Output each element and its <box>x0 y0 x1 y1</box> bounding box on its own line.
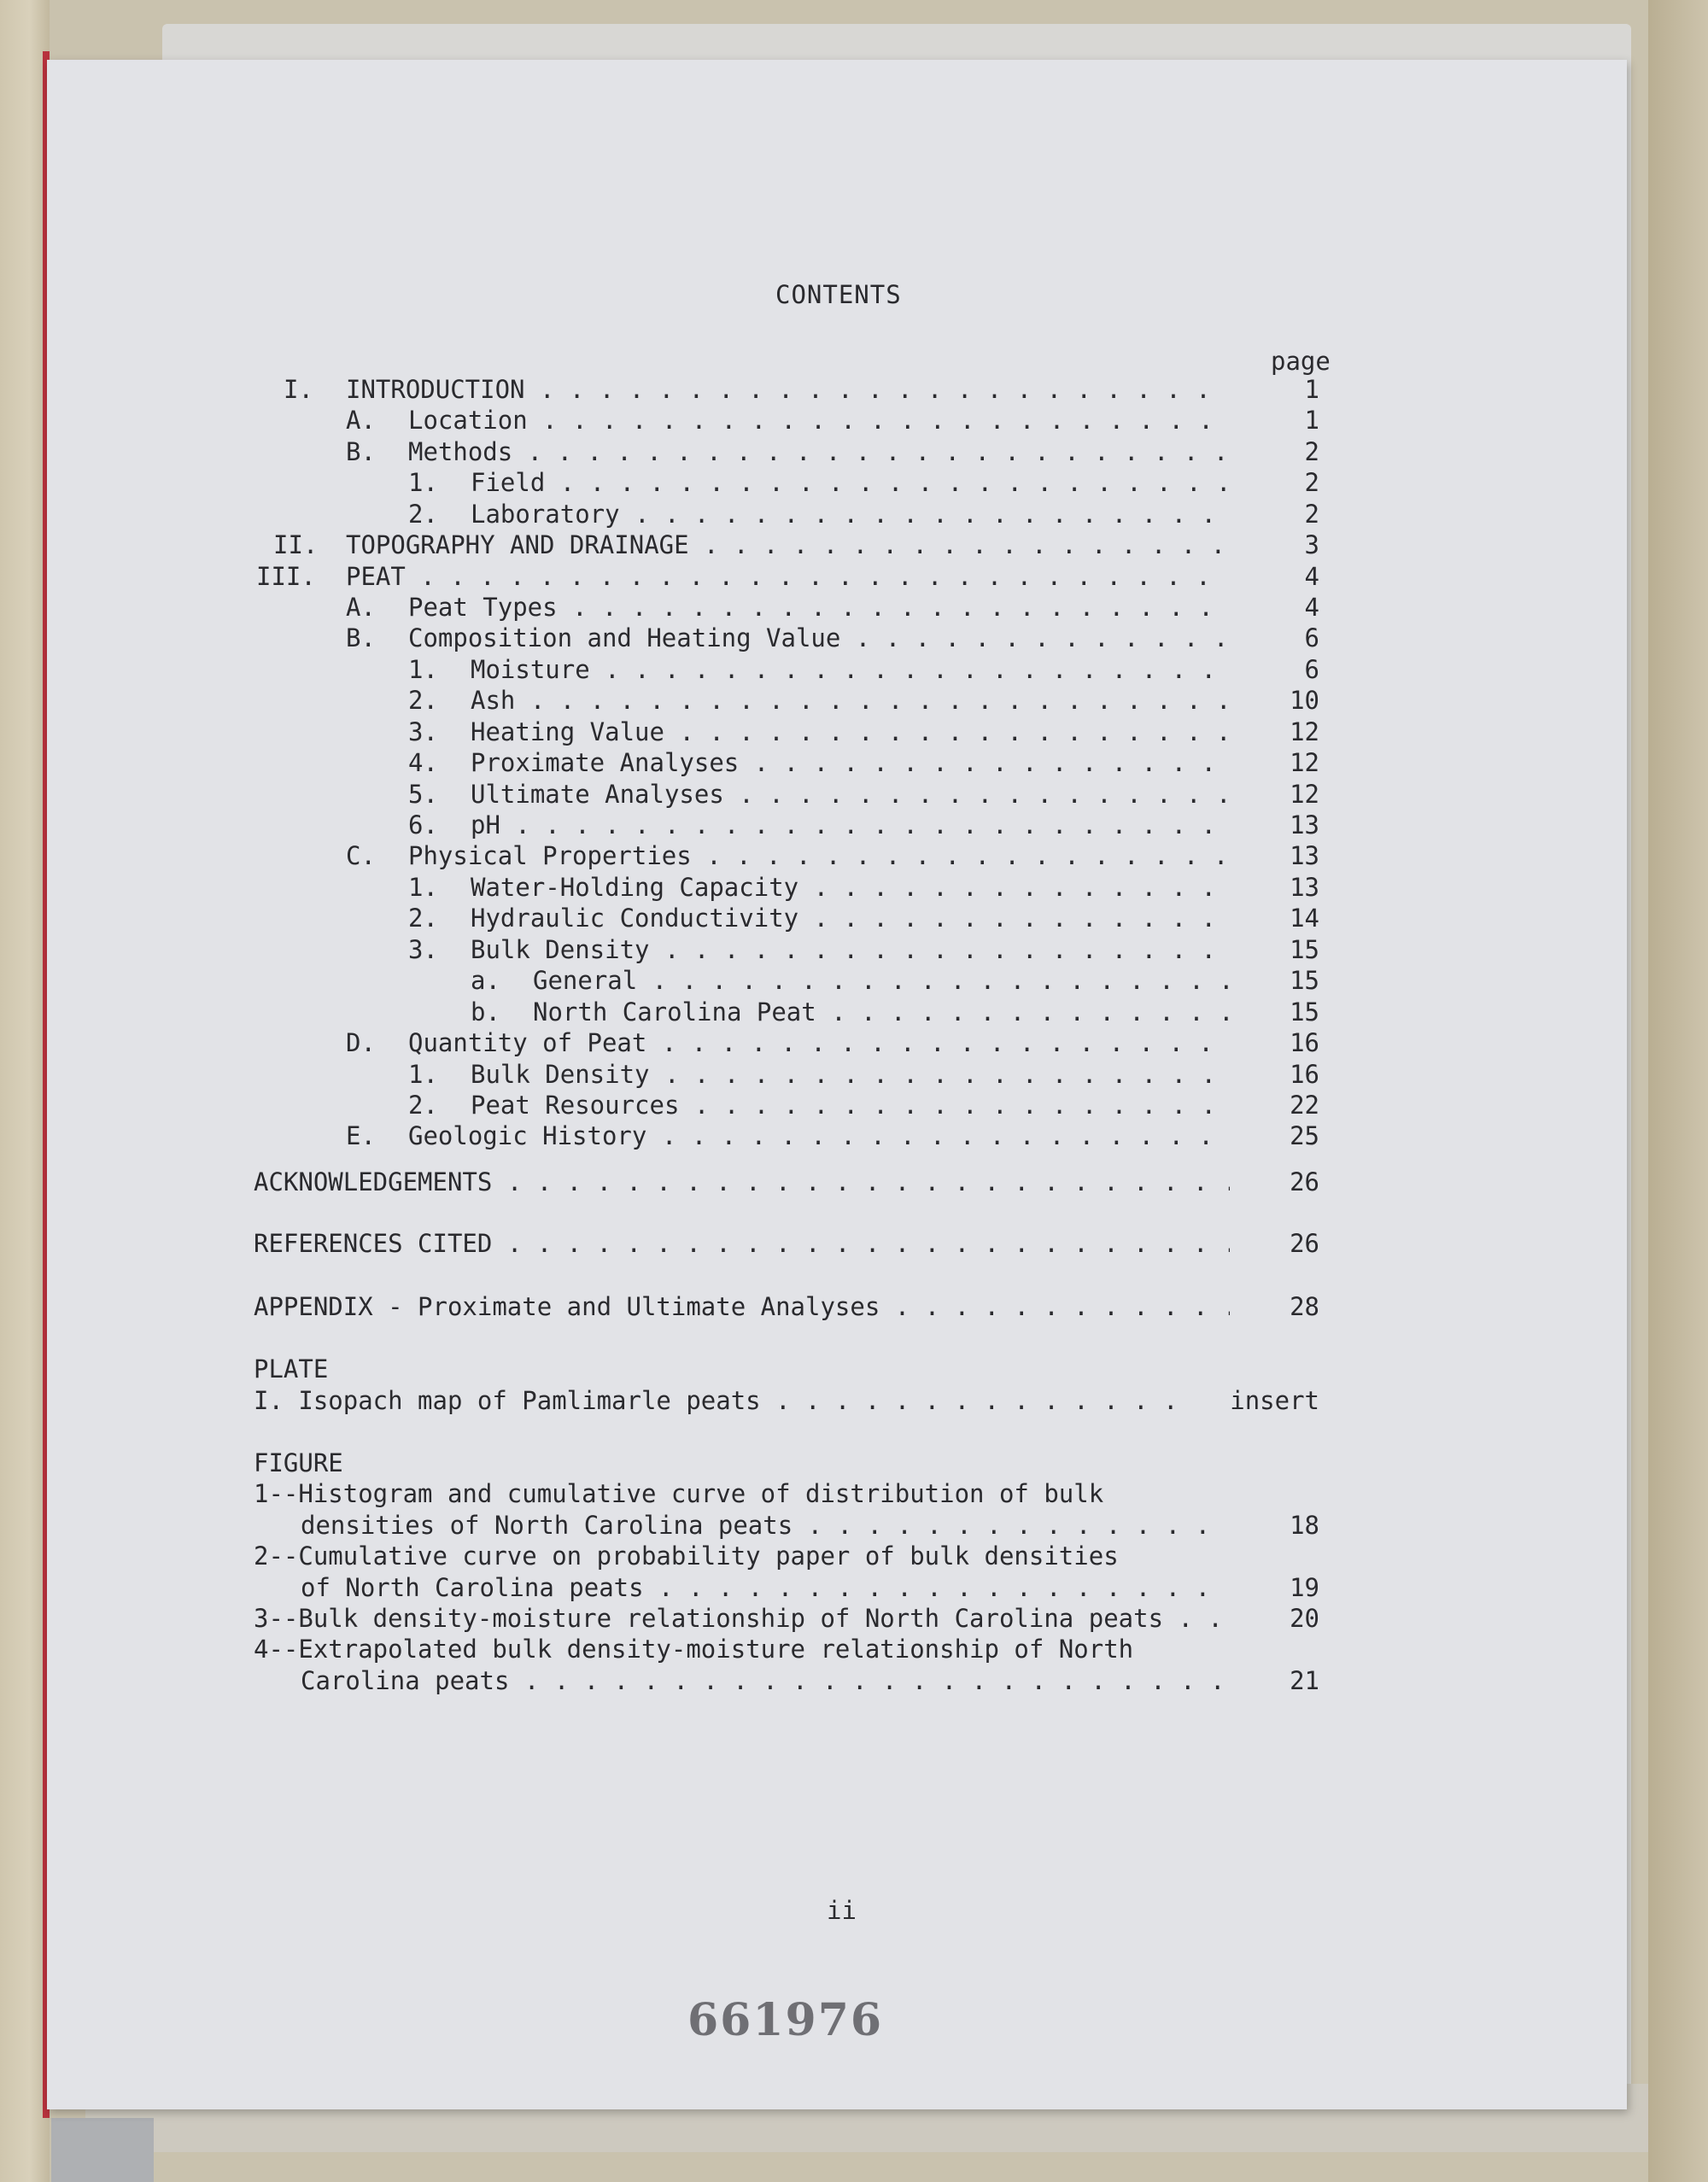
toc-title: Bulk Density . . . <box>471 933 1230 967</box>
toc-page: 18 <box>1290 1511 1319 1540</box>
toc-entry <box>0 1290 1708 1324</box>
toc-entry <box>0 1026 1708 1060</box>
toc-number: 2. <box>408 1091 438 1120</box>
toc-entry <box>0 839 1708 873</box>
toc-entry <box>0 1383 1708 1418</box>
toc-title: Bulk Density . . . <box>471 1057 1230 1091</box>
toc-entry <box>0 933 1708 967</box>
toc-title: Moisture . . . <box>471 652 1230 687</box>
toc-title: INTRODUCTION . . . <box>346 372 1230 407</box>
toc-number: 1. <box>408 655 438 684</box>
toc-entry <box>0 1057 1708 1091</box>
toc-number: 3. <box>408 935 438 964</box>
toc-title: APPENDIX - Proximate and Ultimate Analyses . . . <box>254 1290 1230 1324</box>
toc-number: 1. <box>408 468 438 497</box>
figure-caption-line: 2--Cumulative curve on probability paper of bulk densities <box>254 1541 1119 1571</box>
toc-entry <box>0 497 1708 531</box>
toc-page: 10 <box>1290 686 1319 715</box>
page-title: CONTENTS <box>775 280 902 309</box>
toc-number: a. <box>471 966 500 995</box>
toc-entry <box>0 1119 1708 1153</box>
toc-title: TOPOGRAPHY AND DRAINAGE . . . <box>346 528 1230 562</box>
toc-entry <box>0 590 1708 624</box>
binding-tape <box>51 2118 154 2182</box>
toc-entry <box>0 372 1708 407</box>
toc-page: 14 <box>1290 904 1319 933</box>
toc-title: Proximate Analyses . . . <box>471 746 1230 780</box>
toc-title: pH . . . <box>471 808 1230 842</box>
toc-number: 1. <box>408 873 438 902</box>
toc-title: Heating Value . . . <box>471 715 1230 749</box>
figure-caption-line: 4--Extrapolated bulk density-moisture relationship of North <box>254 1635 1134 1664</box>
toc-page: 12 <box>1290 748 1319 777</box>
toc-page: 15 <box>1290 935 1319 964</box>
toc-title: North Carolina Peat . . . <box>533 995 1230 1029</box>
toc-page: 1 <box>1304 406 1319 435</box>
page-number: ii <box>827 1896 857 1925</box>
toc-entry <box>0 621 1708 655</box>
toc-entry <box>0 652 1708 687</box>
toc-page: 16 <box>1290 1060 1319 1089</box>
toc-title: General . . . <box>533 963 1230 997</box>
toc-title: Methods . . . <box>408 435 1230 469</box>
toc-entry <box>0 1571 1708 1605</box>
toc-entry <box>0 901 1708 935</box>
toc-page: 26 <box>1290 1167 1319 1196</box>
toc-page: 6 <box>1304 623 1319 652</box>
toc-title: ACKNOWLEDGEMENTS . . . <box>254 1165 1230 1199</box>
toc-number: 2. <box>408 500 438 529</box>
toc-entry <box>0 683 1708 717</box>
toc-title: Ultimate Analyses . . . <box>471 777 1230 811</box>
toc-number: 1. <box>408 1060 438 1089</box>
toc-number: 2. <box>408 904 438 933</box>
toc-title: Laboratory . . . <box>471 497 1230 531</box>
toc-number: I. <box>284 375 313 404</box>
toc-page: 25 <box>1290 1121 1319 1150</box>
toc-title: Peat Resources . . . <box>471 1088 1230 1122</box>
toc-entry <box>0 528 1708 562</box>
toc-entry <box>0 715 1708 749</box>
page-column-label: page <box>1271 347 1331 376</box>
toc-page: 4 <box>1304 562 1319 591</box>
toc-title: Physical Properties . . . <box>408 839 1230 873</box>
toc-page: 20 <box>1290 1604 1319 1633</box>
toc-page: 13 <box>1290 810 1319 839</box>
toc-title: densities of North Carolina peats . . . <box>301 1508 1230 1542</box>
figure-caption-line: 1--Histogram and cumulative curve of distribution of bulk <box>254 1479 1104 1508</box>
toc-title: 3--Bulk density-moisture relationship of North Carolina peats . . . <box>254 1601 1230 1635</box>
toc-title: Ash . . . <box>471 683 1230 717</box>
toc-page: 26 <box>1290 1229 1319 1258</box>
toc-title: REFERENCES CITED . . . <box>254 1226 1230 1261</box>
toc-page: 21 <box>1290 1666 1319 1695</box>
toc-page: 2 <box>1304 437 1319 466</box>
toc-title: Field . . . <box>471 465 1230 500</box>
toc-page: insert <box>1230 1386 1319 1415</box>
toc-page: 3 <box>1304 530 1319 559</box>
toc-page: 16 <box>1290 1028 1319 1057</box>
toc-page: 13 <box>1290 873 1319 902</box>
stamped-number: 661976 <box>687 1994 884 2046</box>
figure-heading: FIGURE <box>254 1448 343 1477</box>
toc-number: B. <box>346 437 376 466</box>
toc-page: 12 <box>1290 780 1319 809</box>
toc-entry <box>0 963 1708 997</box>
toc-entry <box>0 559 1708 594</box>
toc-entry <box>0 1088 1708 1122</box>
toc-number: 3. <box>408 717 438 746</box>
toc-page: 13 <box>1290 841 1319 870</box>
toc-page: 22 <box>1290 1091 1319 1120</box>
toc-number: B. <box>346 623 376 652</box>
toc-entry <box>0 995 1708 1029</box>
toc-number: 4. <box>408 748 438 777</box>
toc-title: I. Isopach map of Pamlimarle peats . . . <box>254 1383 1196 1418</box>
toc-entry <box>0 777 1708 811</box>
toc-number: D. <box>346 1028 376 1057</box>
toc-number: 5. <box>408 780 438 809</box>
toc-entry <box>0 465 1708 500</box>
toc-number: E. <box>346 1121 376 1150</box>
toc-entry <box>0 1508 1708 1542</box>
toc-page: 1 <box>1304 375 1319 404</box>
toc-entry <box>0 808 1708 842</box>
toc-entry <box>0 403 1708 437</box>
toc-number: III. <box>256 562 316 591</box>
toc-title: Geologic History . . . <box>408 1119 1230 1153</box>
toc-page: 2 <box>1304 468 1319 497</box>
toc-number: C. <box>346 841 376 870</box>
toc-entry <box>0 1226 1708 1261</box>
toc-page: 15 <box>1290 997 1319 1027</box>
toc-page: 28 <box>1290 1292 1319 1321</box>
toc-entry <box>0 746 1708 780</box>
toc-page: 12 <box>1290 717 1319 746</box>
toc-entry <box>0 870 1708 904</box>
toc-page: 4 <box>1304 593 1319 622</box>
toc-page: 15 <box>1290 966 1319 995</box>
toc-entry <box>0 1601 1708 1635</box>
toc-page: 19 <box>1290 1573 1319 1602</box>
toc-title: Water-Holding Capacity . . . <box>471 870 1230 904</box>
toc-title: Composition and Heating Value . . . <box>408 621 1230 655</box>
toc-title: Location . . . <box>408 403 1230 437</box>
toc-title: Hydraulic Conductivity . . . <box>471 901 1230 935</box>
toc-page: 6 <box>1304 655 1319 684</box>
toc-number: 2. <box>408 686 438 715</box>
toc-page: 2 <box>1304 500 1319 529</box>
toc-number: II. <box>273 530 319 559</box>
toc-title: Quantity of Peat . . . <box>408 1026 1230 1060</box>
toc-entry <box>0 435 1708 469</box>
plate-heading: PLATE <box>254 1354 329 1383</box>
toc-title: Peat Types . . . <box>408 590 1230 624</box>
toc-entry <box>0 1664 1708 1698</box>
toc-title: PEAT . . . <box>346 559 1230 594</box>
toc-number: A. <box>346 593 376 622</box>
toc-number: 6. <box>408 810 438 839</box>
toc-number: b. <box>471 997 500 1027</box>
toc-entry <box>0 1165 1708 1199</box>
toc-number: A. <box>346 406 376 435</box>
toc-title: of North Carolina peats . . . <box>301 1571 1230 1605</box>
toc-title: Carolina peats . . . <box>301 1664 1230 1698</box>
